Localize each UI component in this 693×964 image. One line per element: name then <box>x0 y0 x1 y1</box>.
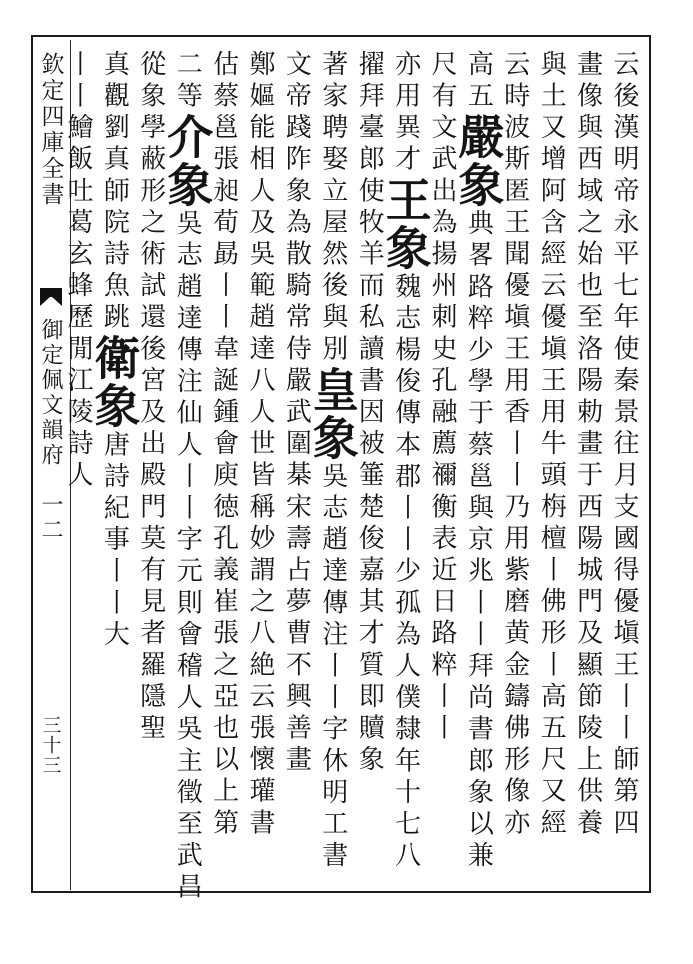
column-text: 云時波斯匿王聞優塡王用香丨丨乃用紫磨黄金鑄佛形像亦 <box>499 50 530 840</box>
entry-headword: 王象 <box>378 176 433 273</box>
column-text: 估蔡邕張昶荀勗丨丨韋誕鍾會庾徳孔義崔張之亞也以上第 <box>208 50 239 840</box>
page-number: 三十三 <box>39 715 62 775</box>
column-text: 魏志楊俊傳本郡丨丨少孤為人僕隸年十七八 <box>390 272 421 873</box>
column-text: 使牧羊而私讀書因被箠楚俊嘉其才質即贖象 <box>354 176 385 777</box>
entry-headword: 皇象 <box>305 366 360 462</box>
column-text: 二等 <box>172 50 203 114</box>
column-text: 典畧路粹少學于蔡邕與京兆丨丨拜尚書郎象以兼 <box>463 209 494 873</box>
section-title: 御定佩文韻府 一二 <box>38 318 63 543</box>
column-text: 畫像與西域之始也至洛陽勅畫于西陽城門及顯節陵上供養 <box>572 50 603 840</box>
column-text: 亦用異才 <box>390 50 421 177</box>
text-column <box>55 50 101 890</box>
column-text: 云後漢明帝永平七年使秦景往月支國得優塡王丨丨師第四 <box>609 50 639 840</box>
column-text: 鄭嫗能相人及吳範趙達八人世皆稱妙謂之八絶云張懷瓘書 <box>245 50 275 840</box>
column-text: 與土又增阿含經云優塡王用牛頭栴檀丨佛形丨高五尺又經 <box>536 50 567 840</box>
column-text: 擢拜臺郎 <box>354 50 385 177</box>
column-text: 歷閒江陵詩人 <box>63 302 93 493</box>
column-text: 著家聘娶立屋然後與別 <box>317 50 348 366</box>
entry-headword: 介象 <box>160 113 215 210</box>
column-text: 嚴武圍棊宋壽占夢曹不興善畫 <box>281 366 312 777</box>
column-text: 真觀劉真師院詩魚跳 <box>99 50 130 335</box>
column-text: 高五 <box>463 50 494 114</box>
column-text: 吳志趙達傳注仙人丨丨字元則會稽人吳主徵至武昌 <box>172 209 203 905</box>
entry-headword: 衛象 <box>87 334 142 431</box>
entry-headword: 嚴象 <box>451 113 506 210</box>
column-text: 尺 <box>427 50 457 82</box>
column-text: 吳志趙達傳注丨丨字休明工書 <box>317 462 348 873</box>
book-title: 欽定四庫全書 <box>37 52 64 208</box>
column-text: 丨丨鱠飯吐葛玄蜂 <box>63 50 93 303</box>
column-text: 有文武出為揚州刺史孔融薦禰衡表近日路粹丨丨 <box>427 81 457 746</box>
column-text: 唐詩紀事丨丨大 <box>99 430 130 652</box>
column-text: 從象學蔽形之術試還後宮及出殿門莫有見者羅隱聖 <box>135 50 166 746</box>
column-text: 文帝踐阼象為散騎常侍 <box>281 50 312 366</box>
